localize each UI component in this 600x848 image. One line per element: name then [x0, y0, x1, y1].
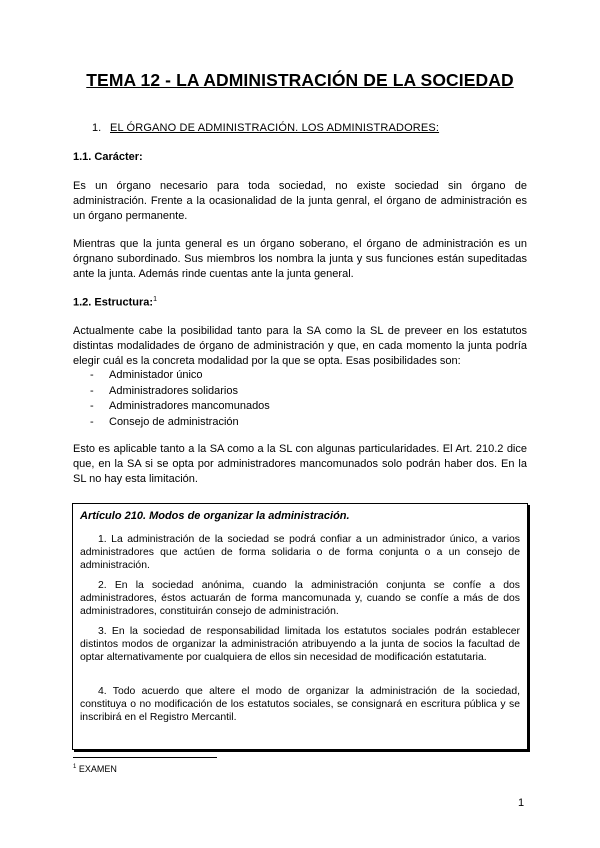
list-item: - Administradores solidarios [90, 384, 238, 397]
list-item: - Consejo de administración [90, 415, 239, 428]
options-list [90, 368, 270, 430]
article-paragraph-4: 4. Todo acuerdo que altere el modo de organizar la administración de la sociedad, constituya o no modificación de los estatutos sociales, se consignará en escritura pública y se inscribirá en el Registro Mercantil. [80, 686, 520, 724]
footnote-divider [73, 757, 217, 758]
article-paragraph-3: 3. En la sociedad de responsabilidad limitada los estatutos sociales podrán establecer distintos modos de organizar la administración atribuyendo a la junta de socios la facultad de optar alternativamente por cualquiera de ellos sin necesidad de modificación estatutaria. [80, 626, 520, 664]
article-paragraph-1: 1. La administración de la sociedad se podrá confiar a un administrador único, a varios administradores que actúen de forma solidaria o de forma conjunta o a un consejo de administración. [80, 534, 520, 572]
article-paragraph-2: 2. En la sociedad anónima, cuando la administración conjunta se confíe a dos administradores, éstos actuarán de forma mancomunada y, cuando se confíe a más de dos administradores, constituirán consejo de administración. [80, 580, 520, 618]
subsection-heading-estructura-text: 1.2. Estructura: [73, 296, 154, 309]
list-item: - Administador único [90, 369, 203, 381]
subsection-heading-estructura [73, 296, 157, 309]
section-number: 1. [92, 122, 102, 134]
footnote-reference: 1 [153, 296, 157, 303]
page-title: TEMA 12 - LA ADMINISTRACIÓN DE LA SOCIEDAD [86, 70, 514, 90]
footnote [73, 764, 117, 774]
footnote-text: EXAMEN [78, 764, 117, 774]
article-title: Artículo 210. Modos de organizar la administración. [80, 510, 350, 522]
footnote-marker: 1 [73, 764, 77, 770]
page-number: 1 [518, 797, 525, 809]
paragraph-caracter-1: Es un órgano necesario para toda sociedad, no existe sociedad sin órgano de administración. Frente a la ocasionalidad de la junta genral, el órgano de administración es un órgano permanente. [73, 180, 527, 222]
list-item: - Administradores mancomunados [90, 400, 270, 412]
paragraph-estructura-1: Actualmente cabe la posibilidad tanto para la SA como la SL de preveer en los estatutos distintas modalidades de órgano de administración y que, en cada momento la junta podría elegir cuál es la concreta modalidad por la que se opta. Esas posibilidades son: [73, 325, 527, 367]
paragraph-estructura-2: Esto es aplicable tanto a la SA como a la SL con algunas particularidades. El Art. 210.2 dice que, en la SA si se opta por administradores mancomunados solo podrán haber dos. En la SL no hay esta limitación. [73, 443, 527, 485]
paragraph-caracter-2: Mientras que la junta general es un órgano soberano, el órgano de administración es un órgnano subordinado. Sus miembros los nombra la junta y sus funciones están supeditadas ante la junta. Además rinde cuentas ante la junta general. [73, 238, 527, 280]
section-heading-text: EL ÓRGANO DE ADMINISTRACIÓN. LOS ADMINISTRADORES: [110, 122, 440, 134]
section-heading [92, 122, 439, 134]
subsection-heading-caracter: 1.1. Carácter: [73, 151, 143, 163]
article-box [72, 503, 528, 750]
